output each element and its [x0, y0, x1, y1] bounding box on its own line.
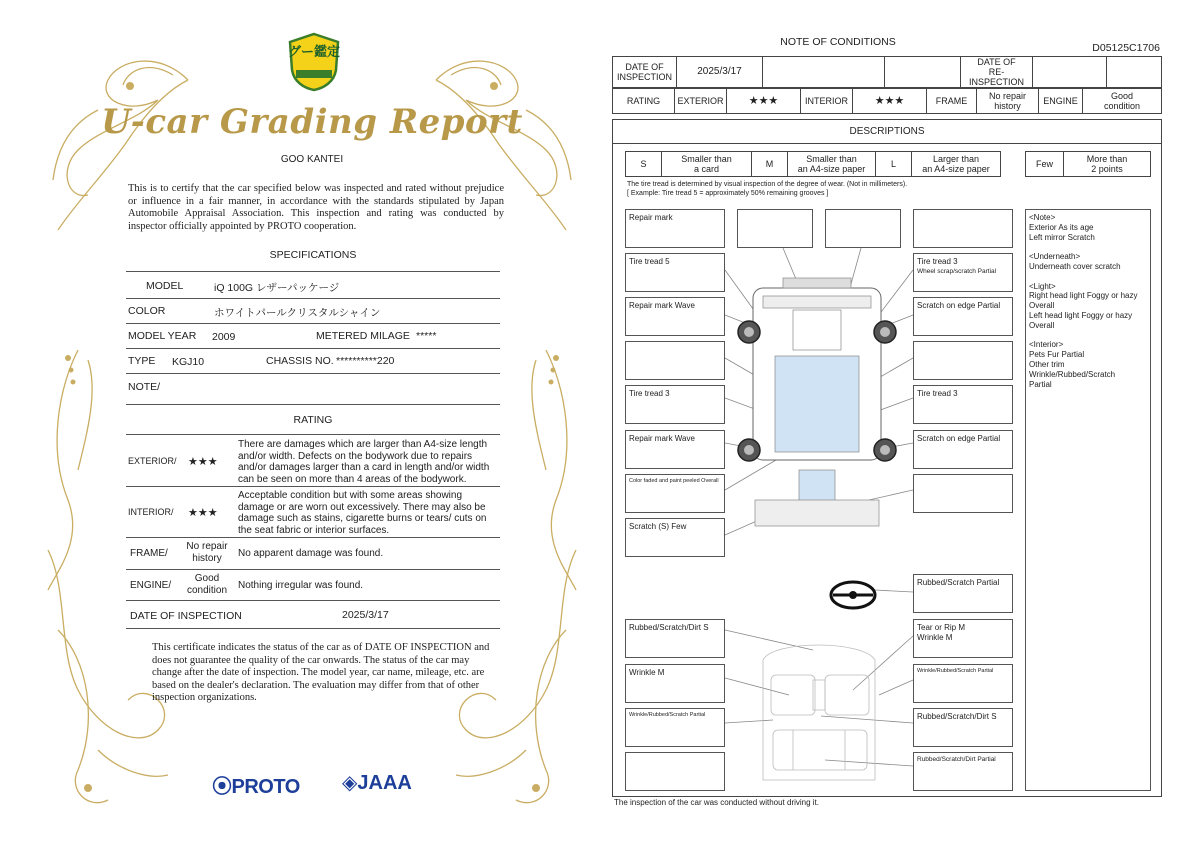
color-value: ホワイトパールクリスタルシャイン	[214, 307, 381, 319]
certificate-intro: This is to certify that the car specified below was inspected and rated without prejudice or influence in a fair manner, in accordance with the standards stipulated by Japan Automobile Appraisal Association. This inspection and rating was conducted by inspector officially appointed by PROTO cooperation.	[128, 183, 504, 232]
reinspection-value	[1033, 57, 1107, 88]
date-of-inspection-row	[126, 601, 500, 629]
badge-text: グー鑑定	[287, 45, 341, 60]
note-label: NOTE/	[128, 381, 161, 393]
engine-value	[1083, 89, 1162, 114]
tire-tread-front-right-line1: Tire tread 3	[917, 257, 958, 266]
reinspection-label-cell	[961, 57, 1033, 88]
legend-l-text-2: an A4-size paper	[922, 164, 990, 174]
date-of-inspection-label: DATE OF INSPECTION	[130, 610, 242, 622]
notes-line: Overall	[1029, 320, 1055, 330]
interior-wrinkle-rubbed-box-right: Wrinkle/Rubbed/Scratch Partial	[913, 664, 1013, 703]
inspection-date-table	[612, 56, 1162, 88]
frame-label: FRAME/	[130, 548, 168, 559]
note-title: NOTE OF CONDITIONS	[780, 36, 896, 48]
frame-label: FRAME	[927, 89, 977, 114]
chassis-value: **********220	[336, 355, 395, 367]
reinspection-label-2: RE-INSPECTION	[968, 67, 1024, 87]
reinspection-label-1: DATE OF	[977, 57, 1016, 67]
engine-label: ENGINE/	[130, 580, 172, 591]
grading-certificate	[38, 30, 586, 816]
engine-value	[180, 573, 234, 597]
frame-value-line1: No repair	[186, 541, 228, 552]
legend-m: M	[752, 152, 788, 177]
legend-m-text-2: an A4-size paper	[797, 164, 866, 174]
tread-note-line1: The tire tread is determined by visual inspection of the degree of wear. (Not in millimeters).	[627, 181, 908, 188]
empty-box-left-4	[625, 341, 725, 380]
blank-cell-2	[885, 57, 961, 88]
exterior-stars: ★★★	[727, 89, 801, 114]
jaaa-logo	[342, 770, 412, 795]
type-label: TYPE	[128, 355, 156, 367]
jaaa-logo-mark-icon: ◈	[342, 772, 358, 794]
interior-stars: ★★★	[188, 507, 218, 519]
interior-rubbed-scratch-dirt-s-box-1: Rubbed/Scratch/Dirt S	[625, 619, 725, 658]
car-body-outline	[753, 278, 881, 526]
date-of-inspection-label-1: DATE OF	[625, 62, 664, 72]
spec-row-type	[126, 349, 500, 374]
interior-rubbed-scratch-dirt-s-box-2: Rubbed/Scratch/Dirt S	[913, 708, 1013, 747]
tread-note-line2: [ Example: Tire tread 5 = approximately 50% remaining grooves ]	[627, 190, 829, 197]
engine-value-line1: Good	[1110, 91, 1134, 101]
interior-label: INTERIOR	[801, 89, 853, 114]
frame-description: No apparent damage was found.	[238, 548, 384, 559]
notes-line: Wrinkle/Rubbed/Scratch	[1029, 369, 1116, 379]
frame-value	[180, 541, 234, 565]
spec-row-model-year	[126, 324, 500, 349]
spec-row-color	[126, 299, 500, 324]
repair-mark-wave-box-1: Repair mark Wave	[625, 297, 725, 336]
bottom-note: The inspection of the car was conducted without driving it.	[614, 798, 819, 807]
notes-line: Other trim	[1029, 359, 1065, 369]
notes-line: <Interior>	[1029, 340, 1064, 350]
notes-line	[1029, 272, 1147, 282]
notes-line: Exterior As its age	[1029, 222, 1094, 232]
notes-line: Underneath cover scratch	[1029, 261, 1121, 271]
descriptions-heading: DESCRIPTIONS	[613, 120, 1161, 144]
notes-line: Left mirror Scratch	[1029, 232, 1095, 242]
engine-label: ENGINE	[1039, 89, 1083, 114]
steering-wheel-icon	[831, 582, 875, 608]
rating-row-engine	[126, 570, 500, 601]
notes-line: Overall	[1029, 301, 1055, 311]
legend-few: Few	[1026, 152, 1064, 177]
frame-value-line1: No repair	[988, 91, 1026, 101]
date-of-inspection-label-2: INSPECTION	[616, 72, 672, 82]
engine-description: Nothing irregular was found.	[238, 580, 364, 591]
interior-wrinkle-line: Wrinkle M	[917, 633, 953, 642]
blank-cell-3	[1107, 57, 1162, 88]
notes-line: <Underneath>	[1029, 252, 1081, 262]
proto-logo-mark-icon: ⦿	[212, 776, 232, 798]
empty-box-top-1	[737, 209, 813, 248]
certificate-subtitle: GOO KANTEI	[280, 154, 344, 165]
interior-wrinkle-m-box: Wrinkle M	[625, 664, 725, 703]
rating-row-exterior	[126, 434, 500, 487]
model-label: MODEL	[146, 280, 184, 292]
color-label: COLOR	[128, 305, 166, 317]
proto-logo	[212, 770, 300, 799]
certificate-title: U-car Grading Report	[101, 102, 523, 142]
model-value: iQ 100G レザーパッケージ	[214, 282, 340, 294]
tire-tread-rear-right-box: Tire tread 3	[913, 385, 1013, 424]
rating-row-frame	[126, 538, 500, 570]
model-year-value: 2009	[212, 331, 236, 343]
notes-line: Pets Fur Partial	[1029, 350, 1085, 360]
frame-value-line2: history	[192, 553, 222, 564]
rating-table	[612, 88, 1162, 114]
legend-l: L	[876, 152, 912, 177]
descriptions-section	[612, 119, 1162, 797]
exterior-label: EXTERIOR	[675, 89, 727, 114]
notes-line: Partial	[1029, 379, 1052, 389]
tire-tread-rear-left-box: Tire tread 3	[625, 385, 725, 424]
logos	[212, 768, 432, 798]
legend-s: S	[626, 152, 662, 177]
interior-wrinkle-rubbed-box-left: Wrinkle/Rubbed/Scratch Partial	[625, 708, 725, 747]
note-of-conditions	[610, 34, 1166, 814]
report-code: D05125C1706	[1092, 42, 1160, 54]
interior-stars: ★★★	[853, 89, 927, 114]
legend-m-text-1: Smaller than	[806, 154, 857, 164]
interior-tear-line: Tear or Rip M	[917, 623, 966, 632]
metered-milage-label: METERED MILAGE	[316, 330, 410, 342]
tire-tread-front-right-box	[913, 253, 1013, 292]
legend-few-text-2: 2 points	[1091, 164, 1123, 174]
jaaa-logo-text: JAAA	[357, 772, 412, 794]
exterior-description: There are damages which are larger than A4-size length and/or width. Defects on the bodywork due to repairs and/or damages larger than a card in length and/or width can be seen on more than 4 areas of the bodywork.	[238, 439, 490, 485]
legend-s-text-2: a card	[693, 164, 719, 174]
empty-box-right-4	[913, 341, 1013, 380]
scratch-on-edge-box-2: Scratch on edge Partial	[913, 430, 1013, 469]
engine-value-line1: Good	[194, 573, 220, 584]
date-of-inspection-label-cell	[613, 57, 677, 88]
interior-diagram	[763, 645, 875, 780]
notes-lines	[1029, 213, 1147, 389]
certificate-footer: This certificate indicates the status of the car as of DATE OF INSPECTION and does not guarantee the quality of the car onwards. The status of the car may change after the date of inspection. The model year, car name, mileage, etc. are based on the dealer's declaration. The evaluation may differ from that of other inspection organizations.	[152, 642, 490, 703]
empty-box-top-3	[913, 209, 1013, 248]
empty-box-right-7	[913, 474, 1013, 513]
exterior-label: EXTERIOR/	[128, 456, 177, 466]
date-of-inspection-value: 2025/3/17	[677, 57, 763, 88]
repair-mark-box: Repair mark	[625, 209, 725, 248]
exterior-stars: ★★★	[188, 456, 218, 468]
legend-s-text-1: Smaller than	[681, 154, 732, 164]
notes-line: Left head light Foggy or hazy	[1029, 310, 1133, 320]
engine-value-line2: condition	[186, 585, 228, 596]
notes-line	[1029, 331, 1147, 341]
empty-box-top-2	[825, 209, 901, 248]
proto-logo-text: PROTO	[231, 776, 300, 798]
notes-panel	[1025, 209, 1151, 791]
blank-cell-1	[763, 57, 885, 88]
rating-heading: RATING	[293, 414, 333, 426]
scratch-on-edge-box-1: Scratch on edge Partial	[913, 297, 1013, 336]
interior-label: INTERIOR/	[128, 507, 174, 517]
notes-line: Right head light Foggy or hazy	[1029, 291, 1138, 301]
engine-value-line2: condition	[1103, 101, 1141, 111]
goo-kantei-badge	[286, 32, 342, 92]
rating-label: RATING	[613, 89, 675, 114]
interior-rubbed-scratch-dirt-partial-box: Rubbed/Scratch/Dirt Partial	[913, 752, 1013, 791]
notes-line: <Light>	[1029, 281, 1056, 291]
frame-value	[977, 89, 1039, 114]
model-year-label: MODEL YEAR	[128, 330, 197, 342]
interior-tear-wrinkle-box	[913, 619, 1013, 658]
specifications-heading: SPECIFICATIONS	[269, 249, 357, 261]
color-faded-box: Color faded and paint peeled Overall	[625, 474, 725, 513]
interior-description: Acceptable condition but with some areas showing damage or are worn out excessively. There may also be damage such as stains, cigarette burns or tears/ cuts on the seat fabric or interior surfaces.	[238, 490, 487, 536]
empty-box-interior-left	[625, 752, 725, 791]
date-of-inspection-value: 2025/3/17	[342, 609, 389, 621]
notes-line	[1029, 242, 1147, 252]
legend-few-text-1: More than	[1086, 154, 1128, 164]
spec-row-model	[126, 271, 500, 299]
scratch-few-box: Scratch (S) Few	[625, 518, 725, 557]
notes-line: <Note>	[1029, 213, 1056, 222]
chassis-label: CHASSIS NO.	[266, 355, 334, 367]
tire-tread-front-right-line2: Wheel scrap/scratch Partial	[917, 268, 997, 275]
metered-milage-value: *****	[416, 330, 437, 342]
interior-rubbed-scratch-partial-box: Rubbed/Scratch Partial	[913, 574, 1013, 613]
frame-value-line2: history	[994, 101, 1021, 111]
type-value: KGJ10	[172, 356, 205, 368]
spec-row-note	[126, 374, 500, 405]
repair-mark-wave-box-2: Repair mark Wave	[625, 430, 725, 469]
rating-row-interior	[126, 487, 500, 538]
tire-tread-front-left-box: Tire tread 5	[625, 253, 725, 292]
legend-l-text-1: Larger than	[932, 154, 980, 164]
